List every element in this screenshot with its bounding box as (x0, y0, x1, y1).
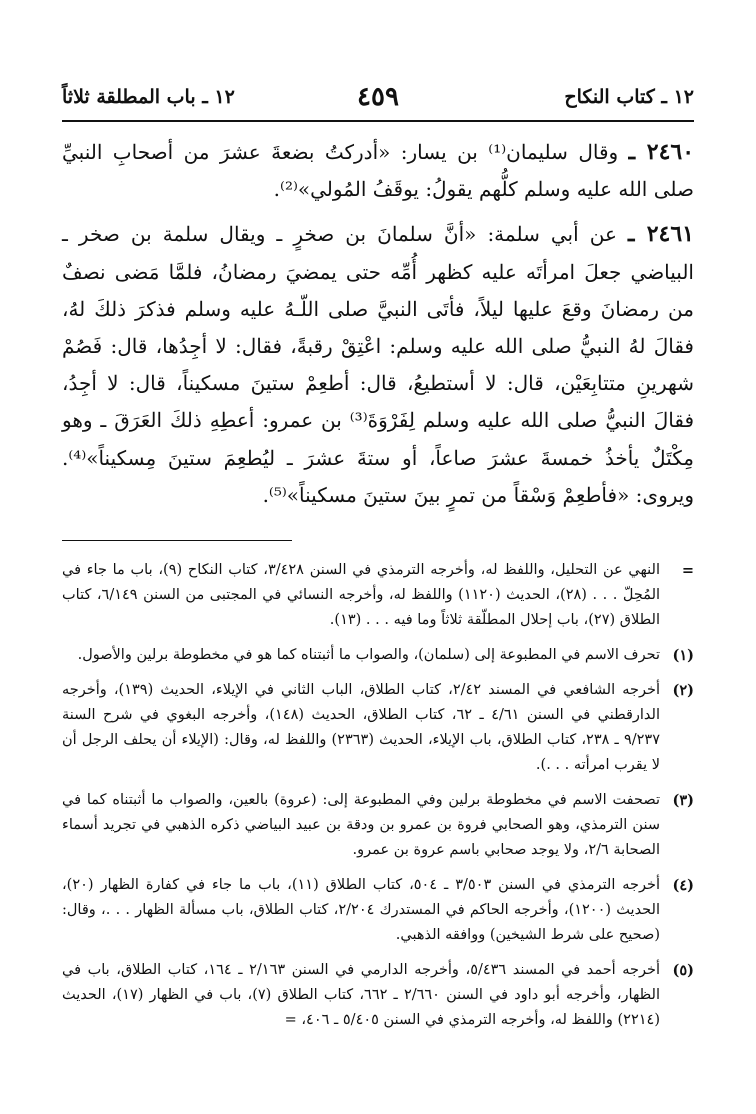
main-text (62, 134, 694, 522)
footnote-text: تصحفت الاسم في مخطوطة برلين وفي المطبوعة إلى: (عروة) بالعين، والصواب ما أثبتناه كما في سنن الترمذي، وهو الصحابي فروة بن عمرو بن ودقة بن عبيد البياضي ذكره الذهبي في تجريد أسماء الصحابة ٢/٦، ولا يوجد صحابي باسم عروة بن عمرو. (62, 792, 660, 858)
running-header (62, 80, 694, 122)
footnote-marker: (٤) (672, 877, 694, 894)
footnotes (62, 558, 694, 1043)
footnote-marker: (١) (672, 647, 694, 664)
footnote-marker: = (681, 562, 694, 579)
chapter-title: ١٢ ـ كتاب النكاح (564, 86, 694, 108)
footnote-1 (62, 643, 694, 668)
hadith-2461 (62, 216, 694, 514)
footnote-marker: (٢) (672, 682, 694, 699)
footnote-text: أخرجه الترمذي في السنن ٣/٥٠٣ ـ ٥٠٤، كتاب الطلاق (١١)، باب ما جاء في كفارة الظهار (٢٠)، الحديث (١٢٠٠)، وأخرجه الحاكم في المستدرك ٢/٢٠٤، كتاب الطلاق، باب مسألة الظهار . . .، وقال: (صحيح على شرط الشيخين) ووافقه الذهبي. (62, 877, 661, 943)
hadith-number: ٢٤٦٠ ـ (628, 139, 695, 165)
footnote-marker: (٣) (672, 792, 694, 809)
footnote-text: تحرف الاسم في المطبوعة إلى (سلمان)، والصواب ما أثبتناه كما هو في مخطوطة برلين والأصول. (77, 647, 660, 663)
hadith-number: ٢٤٦١ ـ (627, 221, 694, 248)
footnote-2 (62, 678, 694, 778)
footnote-text: أخرجه أحمد في المسند ٥/٤٣٦، وأخرجه الدارمي في السنن ٢/١٦٣ ـ ١٦٤، كتاب الطلاق، باب في الظهار، وأخرجه أبو داود في السنن ٢/٦٦٠ ـ ٦٦٢، كتاب الطلاق (٧)، باب في الظهار (١٧)، الحديث (٢٢١٤) واللفظ له، وأخرجه الترمذي في السنن ٥/٤٠٥ ـ ٤٠٦، = (62, 962, 660, 1028)
page-number: ٤٥٩ (357, 82, 399, 112)
footnote-marker: (٥) (672, 962, 694, 979)
section-title: ١٢ ـ باب المطلقة ثلاثاً (62, 86, 235, 108)
footnote-3 (62, 788, 694, 863)
hadith-text: عن أبي سلمة: «أنَّ سلمانَ بن صخرٍ ـ ويقال سلمة بن صخر ـ البياضي جعلَ امرأتَه عليه كظهر أُمِّه حتى يمضيَ رمضانُ، فلمَّا مَضى نصفٌ من رمضانَ وقعَ عليها ليلاً، فأتَى النبيَّ صلى اللّـهُ عليه وسلم فذكرَ ذلكَ لهُ، فقالَ لهُ النبيُّ صلى الله عليه وسلم: اعْتِقْ رقبةً، فقال: لا أجِدُها، قال: فَصُمْ شهرينِ متتابِعَيْن، قال: لا أستطيعُ، قال: أطعِمْ ستينَ مسكيناً، قال: لا أجِدُ، فقالَ النبيُّ صلى الله عليه وسلم لِفَرْوَةَ⁽³⁾ بن عمرو: أعطِهِ ذلكَ العَرَقَ ـ وهو مِكْتَلٌ يأخذُ خمسةَ عشرَ صاعاً، أو ستةَ عشرَ ـ ليُطعِمَ ستينَ مِسكيناً»⁽⁴⁾. ويروى: «فأطعِمْ وَسْقاً من تمرٍ بينَ ستينَ مسكيناً»⁽⁵⁾. (62, 222, 695, 507)
footnote-text: أخرجه الشافعي في المسند ٢/٤٢، كتاب الطلاق، الباب الثاني في الإيلاء، الحديث (١٣٩)، وأخرجه الدارقطني في السنن ٤/٦١ ـ ٦٢، كتاب الطلاق، الحديث (١٤٨)، وأخرجه البغوي في شرح السنة ٩/٢٣٧ ـ ٢٣٨، كتاب الطلاق، باب الإيلاء، الحديث (٢٣٦٣) واللفظ له، وقال: (الإيلاء أن يحلف الرجل أن لا يقرب امرأته . . .). (62, 682, 660, 773)
hadith-2460 (62, 134, 694, 208)
footnote-text: النهي عن التحليل، واللفظ له، وأخرجه الترمذي في السنن ٣/٤٢٨، كتاب النكاح (٩)، باب ما جاء في المُحِلّ . . . (٢٨)، الحديث (١١٢٠) واللفظ له، وأخرجه النسائي في المجتبى من السنن ٦/١٤٩، كتاب الطلاق (٢٧)، باب إحلال المطلّقة ثلاثاً وما فيه . . . (١٣). (62, 562, 661, 628)
footnote-continued (62, 558, 694, 633)
footnote-4 (62, 873, 694, 948)
footnote-5 (62, 958, 694, 1033)
footnote-separator (62, 540, 292, 541)
hadith-text: وقال سليمان⁽¹⁾ بن يسار: «أدركتُ بضعةَ عشرَ من أصحابِ النبيِّ صلى الله عليه وسلم كلُّهم يقولُ: يوقَفُ المُولي»⁽²⁾. (62, 140, 694, 202)
